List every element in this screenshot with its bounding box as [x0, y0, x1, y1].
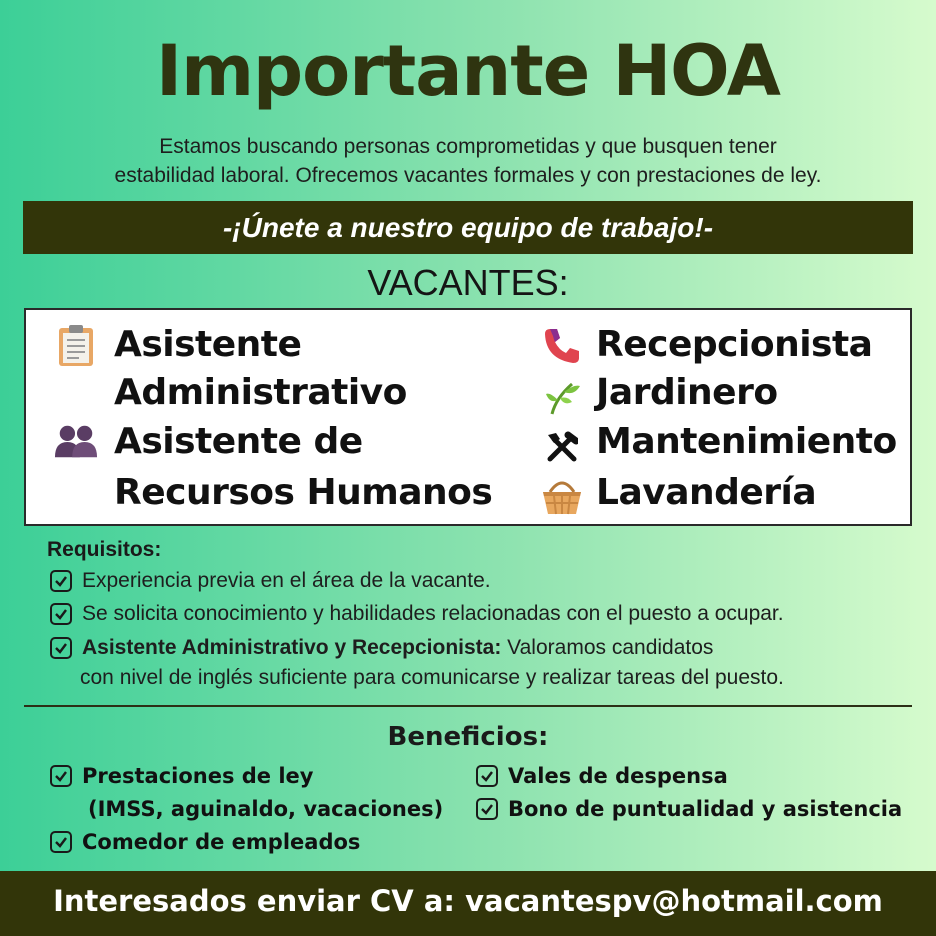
- checkbox-icon: [476, 765, 498, 787]
- benefit-item: [50, 830, 360, 854]
- requirements-title: Requisitos:: [47, 538, 162, 561]
- benefit-text: Prestaciones de ley: [82, 764, 314, 788]
- plant-icon: [540, 374, 584, 418]
- clipboard-icon: [54, 323, 98, 367]
- benefit-text: Vales de despensa: [508, 764, 728, 788]
- contact-footer: Interesados enviar CV a: vacantespv@hotmail.com: [0, 871, 936, 936]
- requirement-special-text: Valoramos candidatos: [501, 636, 714, 659]
- vacancy-gardener: Jardinero: [596, 371, 778, 413]
- benefit-text: Comedor de empleados: [82, 830, 361, 854]
- benefit-subtext: (IMSS, aguinaldo, vacaciones): [88, 797, 444, 821]
- requirement-item: [50, 636, 713, 660]
- poster-title: Importante HOA: [156, 30, 780, 112]
- vacancy-hr-assistant-line-2: Recursos Humanos: [114, 471, 493, 513]
- divider: [24, 705, 912, 707]
- benefit-item: [476, 797, 902, 821]
- vacancy-hr-assistant-line-1: Asistente de: [114, 420, 363, 462]
- checkbox-icon: [50, 831, 72, 853]
- join-banner: -¡Únete a nuestro equipo de trabajo!-: [23, 201, 913, 254]
- requirement-text: Se solicita conocimiento y habilidades relacionadas con el puesto a ocupar.: [82, 602, 784, 625]
- people-icon: [54, 420, 98, 464]
- intro-line-2: estabilidad laboral. Ofrecemos vacantes formales y con prestaciones de ley.: [114, 164, 822, 187]
- checkbox-icon: [50, 570, 72, 592]
- intro-text: [20, 132, 916, 190]
- intro-line-1: Estamos buscando personas comprometidas y que busquen tener: [159, 135, 777, 158]
- requirement-item: [50, 602, 784, 626]
- checkbox-icon: [50, 765, 72, 787]
- vacancy-admin-assistant-line-1: Asistente: [114, 323, 302, 365]
- benefits-title: Beneficios:: [387, 722, 549, 752]
- tools-icon: [540, 425, 584, 469]
- vacancies-box: [24, 308, 912, 526]
- benefit-item: [476, 764, 728, 788]
- phone-icon: [540, 323, 584, 367]
- vacancy-maintenance: Mantenimiento: [596, 420, 897, 462]
- vacancy-laundry: Lavandería: [596, 471, 817, 513]
- basket-icon: [540, 474, 584, 518]
- requirement-special-continued: con nivel de inglés suficiente para comunicarse y realizar tareas del puesto.: [80, 666, 784, 689]
- checkbox-icon: [50, 603, 72, 625]
- vacancy-receptionist: Recepcionista: [596, 323, 873, 365]
- benefit-item: [50, 764, 314, 788]
- checkbox-icon: [476, 798, 498, 820]
- requirement-special-bold: Asistente Administrativo y Recepcionista:: [82, 636, 502, 659]
- benefit-text: Bono de puntualidad y asistencia: [508, 797, 903, 821]
- vacancies-heading: VACANTES:: [367, 262, 569, 303]
- checkbox-icon: [50, 637, 72, 659]
- requirement-item: [50, 569, 491, 593]
- requirement-text: Experiencia previa en el área de la vacante.: [82, 569, 491, 592]
- vacancy-admin-assistant-line-2: Administrativo: [114, 371, 407, 413]
